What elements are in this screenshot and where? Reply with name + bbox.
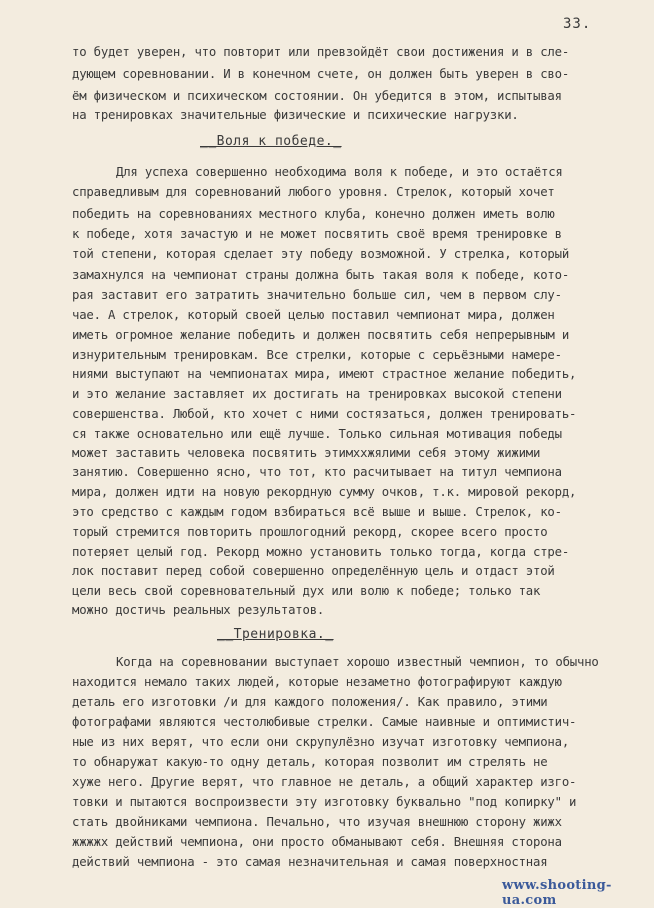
text-line: мира, должен идти на новую рекордную сумму очков, т.к. мировой рекорд, <box>72 485 577 499</box>
text-line: действий чемпиона - это самая незначительная и самая поверхностная <box>72 855 548 869</box>
text-line: изнурительным тренировкам. Все стрелки, которые с серьёзными намере- <box>72 348 562 362</box>
text-line: рая заставит его затратить значительно больше сил, чем в первом слу- <box>72 288 562 302</box>
text-line: Для успеха совершенно необходима воля к победе, и это остаётся <box>116 165 563 179</box>
text-line: хуже него. Другие верят, что главное не деталь, а общий характер изго- <box>72 775 577 789</box>
text-line: иметь огромное желание победить и должен посвятить себя непрерывным и <box>72 328 570 342</box>
text-line: и это желание заставляет их достигать на тренировках высокой степени <box>72 387 562 401</box>
text-line: ные из них верят, что если они скрупулёзно изучат изготовку чемпиона, <box>72 735 570 749</box>
text-line: это средство с каждым годом взбираться всё выше и выше. Стрелок, ко- <box>72 505 562 519</box>
site-watermark: www.shooting-ua.com <box>502 878 612 908</box>
text-line: цели весь свой соревновательный дух или волю к победе; только так <box>72 584 541 598</box>
text-line: стать двойниками чемпиона. Печально, что изучая внешнюю сторону жижх <box>72 815 562 829</box>
text-line: ся также основательно или ещё лучше. Только сильная мотивация победы <box>72 427 562 441</box>
section-heading-training: __Тренировка._ <box>217 627 334 642</box>
text-line: может заставить человека посвятить этимххжялими себя этому жижими <box>72 446 541 460</box>
text-line: можно достичь реальных результатов. <box>72 603 325 617</box>
text-line: потеряет целый год. Рекорд можно установить только тогда, когда стре- <box>72 545 570 559</box>
text-line: ниями выступают на чемпионатах мира, имеют страстное желание победить, <box>72 367 577 381</box>
text-line: справедливым для соревнований любого уровня. Стрелок, который хочет <box>72 185 555 199</box>
text-line: ём физическом и психическом состоянии. Он убедится в этом, испытывая <box>72 89 562 103</box>
text-line: жжжжх действий чемпиона, они просто обманывают себя. Внешняя сторона <box>72 835 562 849</box>
text-line: чае. А стрелок, который своей целью поставил чемпионат мира, должен <box>72 308 555 322</box>
section-heading-will-to-win: __Воля к победе._ <box>200 134 342 149</box>
text-line: находится немало таких людей, которые незаметно фотографируют каждую <box>72 675 562 689</box>
text-line: лок поставит перед собой совершенно определённую цель и отдаст этой <box>72 564 555 578</box>
text-line: торый стремится повторить прошлогодний рекорд, скорее всего просто <box>72 525 548 539</box>
text-line: дующем соревновании. И в конечном счете, он должен быть уверен в сво- <box>72 67 570 81</box>
text-line: то будет уверен, что повторит или превзойдёт свои достижения и в сле- <box>72 45 570 59</box>
text-line: Когда на соревновании выступает хорошо известный чемпион, то обычно <box>116 655 599 669</box>
text-line: товки и пытаются воспроизвести эту изготовку буквально "под копирку" и <box>72 795 577 809</box>
text-line: к победе, хотя зачастую и не может посвятить своё время тренировке в <box>72 227 562 241</box>
text-line: занятию. Совершенно ясно, что тот, кто расчитывает на титул чемпиона <box>72 465 562 479</box>
text-line: фотографами являются честолюбивые стрелки. Самые наивные и оптимистич- <box>72 715 577 729</box>
text-line: совершенства. Любой, кто хочет с ними состязаться, должен тренировать- <box>72 407 577 421</box>
text-line: то обнаружат какую-то одну деталь, которая позволит им стрелять не <box>72 755 548 769</box>
text-line: деталь его изготовки /и для каждого положения/. Как правило, этими <box>72 695 548 709</box>
text-line: замахнулся на чемпионат страны должна быть такая воля к победе, кото- <box>72 268 570 282</box>
text-line: на тренировках значительные физические и психические нагрузки. <box>72 108 519 122</box>
page-number: 33. <box>563 16 592 32</box>
text-line: той степени, которая сделает эту победу возможной. У стрелка, который <box>72 247 570 261</box>
text-line: победить на соревнованиях местного клуба, конечно должен иметь волю <box>72 207 555 221</box>
